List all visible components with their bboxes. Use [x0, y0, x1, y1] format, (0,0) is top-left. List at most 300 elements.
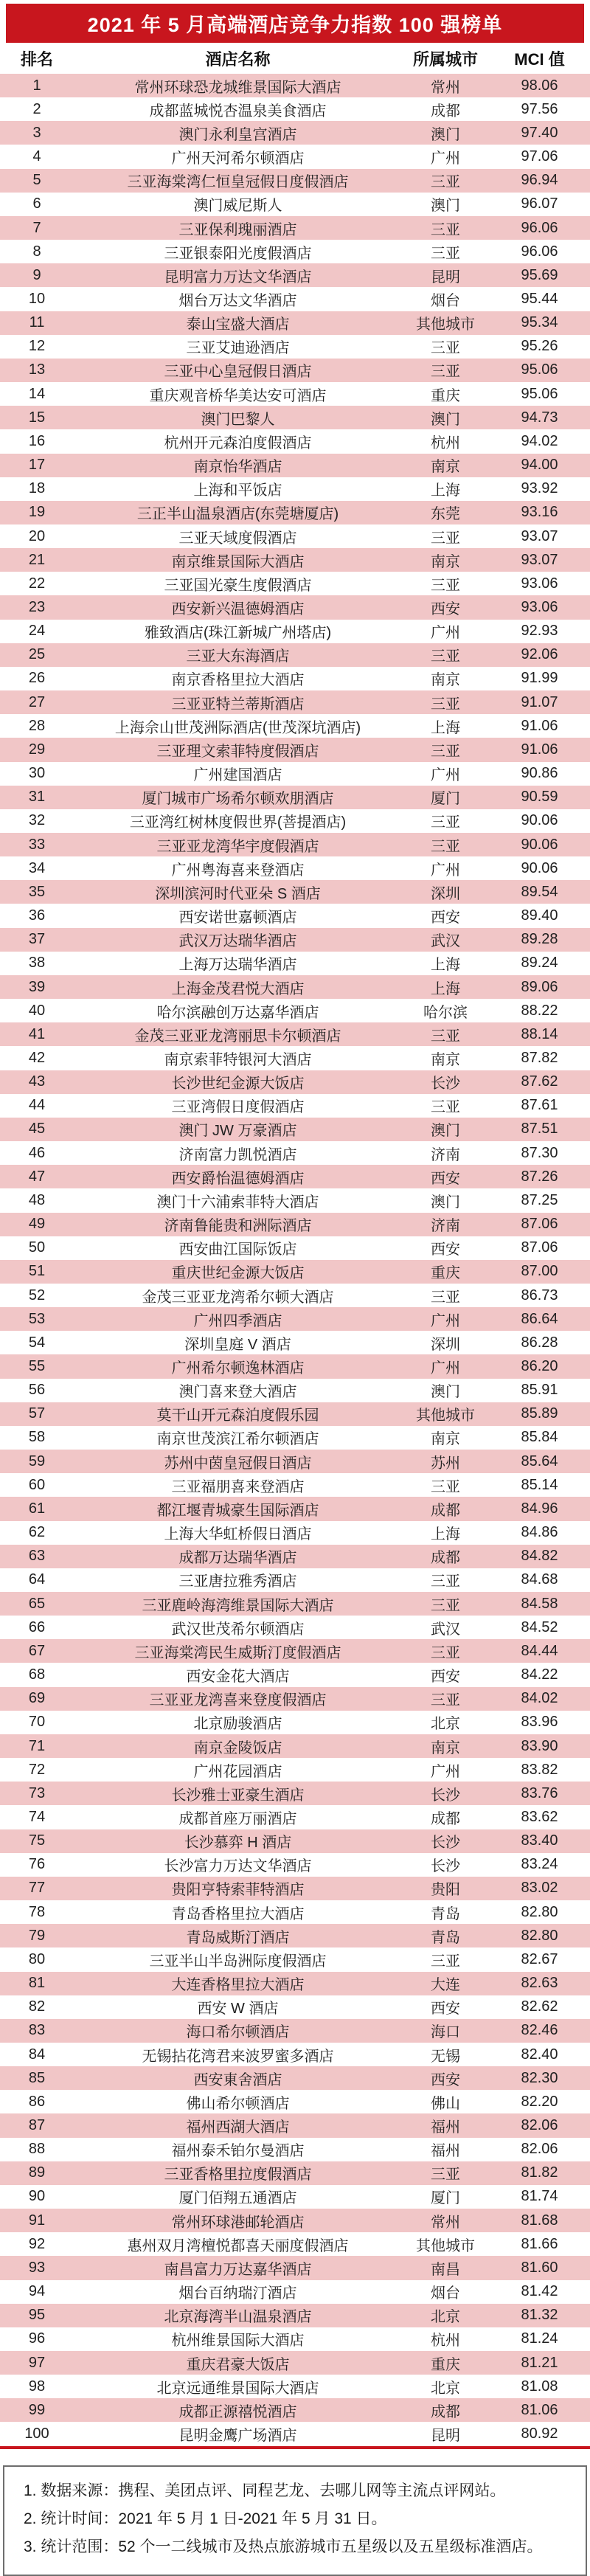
mci-value-cell: 84.96 [521, 1500, 558, 1517]
city-cell: 广州 [431, 1312, 460, 1329]
mci-value-cell: 81.21 [521, 2354, 558, 2371]
mci-value-cell: 93.07 [521, 551, 558, 568]
rank-cell: 52 [28, 1287, 46, 1303]
table-row [0, 1165, 590, 1188]
mci-value-cell: 85.89 [521, 1405, 558, 1422]
table-row [0, 1545, 590, 1568]
table-row [0, 1022, 590, 1046]
hotel-name-cell: 福州西湖大酒店 [186, 2119, 290, 2136]
rank-cell: 36 [28, 907, 46, 924]
table-row [0, 1307, 590, 1331]
table-row [0, 169, 590, 193]
hotel-name-cell: 雅致酒店(珠江新城广州塔店) [144, 625, 332, 642]
table-row [0, 2043, 590, 2066]
hotel-name-cell: 澳门永利皇宫酒店 [178, 126, 297, 143]
rank-cell: 41 [28, 1025, 46, 1042]
hotel-name-cell: 常州环球港邮轮酒店 [171, 2214, 305, 2231]
title-banner [6, 4, 584, 43]
city-cell: 西安 [431, 2001, 460, 2018]
table-row [0, 2161, 590, 2185]
city-cell: 济南 [431, 1146, 460, 1163]
city-cell: 常州 [431, 79, 460, 96]
hotel-name-cell: 烟台万达文华酒店 [178, 292, 297, 309]
table-row [0, 1236, 590, 1260]
hotel-name-cell: 西安诺世嘉顿酒店 [178, 910, 297, 927]
city-cell: 烟台 [431, 292, 460, 309]
rank-cell: 25 [28, 646, 46, 663]
mci-value-cell: 84.52 [521, 1618, 558, 1635]
rank-cell: 17 [28, 457, 46, 474]
mci-value-cell: 85.84 [521, 1429, 558, 1446]
table-row [0, 2375, 590, 2398]
rank-cell: 22 [28, 575, 46, 592]
mci-value-cell: 81.06 [521, 2401, 558, 2418]
rank-cell: 9 [32, 266, 41, 283]
hotel-name-cell: 三亚海棠湾仁恒皇冠假日度假酒店 [127, 174, 349, 191]
hotel-name-cell: 南京金陵饭店 [193, 1739, 282, 1756]
hotel-name-cell: 三亚福朋喜来登酒店 [171, 1478, 305, 1495]
hotel-name-cell: 成都首座万丽酒店 [178, 1810, 297, 1827]
mci-value-cell: 87.30 [521, 1144, 558, 1161]
rank-cell: 29 [28, 741, 46, 758]
mci-value-cell: 95.26 [521, 338, 558, 355]
rank-cell: 92 [28, 2235, 46, 2252]
hotel-name-cell: 广州花园酒店 [193, 1763, 282, 1780]
city-cell: 三亚 [431, 1692, 460, 1709]
table-row [0, 856, 590, 880]
rank-cell: 70 [28, 1714, 46, 1731]
mci-value-cell: 88.14 [521, 1025, 558, 1042]
hotel-name-cell: 上海大华虹桥假日酒店 [164, 1526, 312, 1543]
rank-cell: 2 [32, 100, 41, 117]
table-body [0, 74, 590, 2446]
rank-cell: 13 [28, 361, 46, 378]
table-row [0, 1188, 590, 1212]
hotel-name-cell: 西安東舍酒店 [193, 2071, 282, 2088]
hotel-name-cell: 惠州双月湾檀悦都喜天丽度假酒店 [127, 2237, 349, 2254]
mci-value-cell: 82.62 [521, 1998, 558, 2015]
city-cell: 广州 [431, 1763, 460, 1780]
mci-value-cell: 84.86 [521, 1524, 558, 1541]
hotel-name-cell: 泰山宝盛大酒店 [186, 316, 290, 333]
mci-value-cell: 93.06 [521, 599, 558, 616]
city-cell: 重庆 [431, 2356, 460, 2373]
hotel-name-cell: 杭州开元森泊度假酒店 [164, 434, 312, 451]
table-row [0, 287, 590, 311]
rank-cell: 60 [28, 1476, 46, 1493]
table-row [0, 477, 590, 501]
table-row [0, 2280, 590, 2304]
table-row [0, 1331, 590, 1354]
hotel-name-cell: 北京励骏酒店 [193, 1716, 282, 1733]
mci-value-cell: 94.73 [521, 409, 558, 426]
table-row [0, 762, 590, 786]
mci-value-cell: 80.92 [521, 2426, 558, 2442]
table-row [0, 429, 590, 453]
city-cell: 三亚 [431, 340, 460, 357]
table-row [0, 2351, 590, 2375]
table-row [0, 359, 590, 382]
rank-cell: 34 [28, 859, 46, 876]
rank-cell: 32 [28, 812, 46, 829]
mci-value-cell: 95.44 [521, 290, 558, 307]
city-cell: 长沙 [431, 1835, 460, 1852]
hotel-name-cell: 昆明金鹰广场酒店 [178, 2428, 297, 2445]
table-row [0, 501, 590, 524]
table-row [0, 928, 590, 952]
hotel-name-cell: 三亚天域度假酒店 [178, 530, 297, 547]
rank-cell: 100 [24, 2426, 49, 2442]
table-row [0, 975, 590, 999]
table-row [0, 738, 590, 761]
city-cell: 南京 [431, 1739, 460, 1756]
rank-cell: 61 [28, 1500, 46, 1517]
city-cell: 三亚 [431, 648, 460, 665]
city-cell: 济南 [431, 1218, 460, 1235]
city-cell: 三亚 [431, 1099, 460, 1116]
mci-value-cell: 81.32 [521, 2307, 558, 2324]
hotel-name-cell: 济南富力凯悦酒店 [178, 1146, 297, 1163]
hotel-name-cell: 澳门 JW 万豪酒店 [178, 1123, 297, 1140]
hotel-name-cell: 苏州中茵皇冠假日酒店 [164, 1455, 312, 1472]
mci-value-cell: 83.90 [521, 1737, 558, 1754]
city-cell: 南京 [431, 553, 460, 570]
city-cell: 烟台 [431, 2285, 460, 2302]
city-cell: 三亚 [431, 577, 460, 594]
city-cell: 三亚 [431, 174, 460, 191]
mci-value-cell: 83.76 [521, 1784, 558, 1801]
rank-cell: 79 [28, 1927, 46, 1944]
rank-cell: 76 [28, 1856, 46, 1873]
city-cell: 福州 [431, 2143, 460, 2160]
table-row [0, 1853, 590, 1877]
table-row [0, 1260, 590, 1284]
table-row [0, 2398, 590, 2422]
rank-cell: 87 [28, 2117, 46, 2134]
rank-cell: 83 [28, 2022, 46, 2039]
table-row [0, 524, 590, 548]
table-row [0, 1213, 590, 1236]
rank-cell: 66 [28, 1618, 46, 1635]
city-cell: 上海 [431, 719, 460, 736]
rank-cell: 3 [32, 124, 41, 141]
city-cell: 三亚 [431, 1289, 460, 1306]
city-cell: 三亚 [431, 1028, 460, 1045]
table-row [0, 690, 590, 714]
mci-value-cell: 89.24 [521, 955, 558, 972]
hotel-name-cell: 上海万达瑞华酒店 [178, 957, 297, 974]
rank-cell: 38 [28, 955, 46, 972]
mci-value-cell: 97.56 [521, 100, 558, 117]
hotel-name-cell: 广州粤海喜来登酒店 [171, 862, 305, 879]
table-row [0, 1758, 590, 1782]
table-row [0, 2090, 590, 2113]
city-cell: 三亚 [431, 221, 460, 238]
rank-cell: 77 [28, 1880, 46, 1897]
hotel-ranking-table [0, 43, 590, 2446]
table-header [0, 43, 590, 74]
hotel-name-cell: 贵阳亨特索菲特酒店 [171, 1882, 305, 1899]
city-cell: 三亚 [431, 814, 460, 831]
city-cell: 哈尔滨 [423, 1004, 468, 1021]
rank-cell: 68 [28, 1666, 46, 1683]
rank-cell: 18 [28, 480, 46, 497]
hotel-name-cell: 长沙富力万达文华酒店 [164, 1858, 312, 1875]
rank-cell: 42 [28, 1049, 46, 1066]
city-cell: 三亚 [431, 1953, 460, 1970]
mci-value-cell: 81.68 [521, 2212, 558, 2229]
table-row [0, 240, 590, 263]
rank-cell: 49 [28, 1216, 46, 1233]
mci-value-cell: 81.74 [521, 2188, 558, 2205]
table-row [0, 1497, 590, 1520]
rank-cell: 19 [28, 504, 46, 521]
table-row [0, 335, 590, 359]
city-cell: 三亚 [431, 696, 460, 713]
rank-cell: 21 [28, 551, 46, 568]
hotel-name-cell: 澳门巴黎人 [201, 411, 275, 428]
hotel-name-cell: 常州环球恐龙城维景国际大酒店 [134, 79, 341, 96]
mci-value-cell: 86.20 [521, 1358, 558, 1375]
mci-value-cell: 87.61 [521, 1097, 558, 1114]
table-row [0, 904, 590, 927]
mci-value-cell: 98.06 [521, 77, 558, 94]
mci-value-cell: 84.58 [521, 1595, 558, 1612]
mci-value-cell: 82.06 [521, 2141, 558, 2158]
table-row [0, 454, 590, 477]
rank-cell: 99 [28, 2401, 46, 2418]
hotel-name-cell: 长沙世纪金源大饭店 [171, 1076, 305, 1093]
city-cell: 北京 [431, 1716, 460, 1733]
table-row [0, 1354, 590, 1378]
city-cell: 广州 [431, 862, 460, 879]
table-row [0, 1734, 590, 1758]
mci-value-cell: 83.02 [521, 1880, 558, 1897]
table-row [0, 1118, 590, 1141]
hotel-name-cell: 澳门十六浦索菲特大酒店 [156, 1194, 319, 1211]
city-cell: 苏州 [431, 1455, 460, 1472]
rank-cell: 4 [32, 148, 41, 165]
city-cell: 武汉 [431, 933, 460, 950]
hotel-name-cell: 佛山希尔顿酒店 [186, 2095, 290, 2112]
rank-cell: 53 [28, 1310, 46, 1327]
mci-value-cell: 94.00 [521, 457, 558, 474]
mci-value-cell: 83.82 [521, 1761, 558, 1778]
rank-cell: 71 [28, 1737, 46, 1754]
hotel-name-cell: 南京怡华酒店 [193, 459, 282, 476]
mci-value-cell: 82.20 [521, 2093, 558, 2110]
mci-value-cell: 84.44 [521, 1642, 558, 1659]
mci-value-cell: 89.28 [521, 931, 558, 948]
city-cell: 西安 [431, 1170, 460, 1187]
city-cell: 成都 [431, 1550, 460, 1567]
table-row [0, 2422, 590, 2445]
mci-value-cell: 81.66 [521, 2235, 558, 2252]
hotel-name-cell: 广州天河希尔顿酒店 [171, 150, 305, 167]
hotel-name-cell: 三亚大东海酒店 [186, 648, 290, 665]
mci-value-cell: 87.06 [521, 1239, 558, 1256]
city-cell: 海口 [431, 2024, 460, 2041]
city-cell: 其他城市 [416, 2237, 475, 2254]
city-cell: 广州 [431, 767, 460, 784]
city-cell: 其他城市 [416, 316, 475, 333]
table-row [0, 2232, 590, 2256]
rank-cell: 6 [32, 195, 41, 212]
city-cell: 长沙 [431, 1858, 460, 1875]
mci-value-cell: 85.64 [521, 1453, 558, 1469]
hotel-name-cell: 成都正源禧悦酒店 [178, 2403, 297, 2420]
mci-value-cell: 90.06 [521, 836, 558, 853]
city-cell: 三亚 [431, 1644, 460, 1661]
city-cell: 上海 [431, 1526, 460, 1543]
mci-value-cell: 94.02 [521, 432, 558, 449]
rank-cell: 88 [28, 2141, 46, 2158]
hotel-name-cell: 三亚亚龙湾华宇度假酒店 [156, 838, 319, 855]
rank-cell: 47 [28, 1168, 46, 1185]
city-cell: 三亚 [431, 838, 460, 855]
mci-value-cell: 89.06 [521, 978, 558, 995]
hotel-name-cell: 杭州维景国际大酒店 [171, 2333, 305, 2350]
mci-value-cell: 97.06 [521, 148, 558, 165]
mci-value-cell: 90.59 [521, 789, 558, 806]
rank-cell: 54 [28, 1334, 46, 1351]
mci-value-cell: 81.82 [521, 2164, 558, 2181]
hotel-name-cell: 三亚保利瑰丽酒店 [178, 221, 297, 238]
rank-cell: 73 [28, 1784, 46, 1801]
hotel-name-cell: 三亚湾红树林度假世界(菩提酒店) [129, 814, 347, 831]
city-cell: 南京 [431, 1051, 460, 1068]
mci-value-cell: 84.82 [521, 1548, 558, 1565]
red-divider-line [0, 2446, 590, 2449]
hotel-name-cell: 三正半山温泉酒店(东莞塘厦店) [136, 506, 339, 523]
rank-cell: 12 [28, 338, 46, 355]
rank-cell: 69 [28, 1690, 46, 1707]
mci-value-cell: 89.54 [521, 883, 558, 900]
table-row [0, 1473, 590, 1497]
table-row [0, 1379, 590, 1402]
rank-cell: 51 [28, 1263, 46, 1280]
table-row [0, 2019, 590, 2043]
hotel-name-cell: 厦门城市广场希尔顿欢朋酒店 [142, 791, 334, 808]
city-cell: 深圳 [431, 1336, 460, 1353]
city-cell: 三亚 [431, 245, 460, 262]
mci-value-cell: 95.06 [521, 385, 558, 402]
rank-cell: 31 [28, 789, 46, 806]
footnote-time-range: 2. 统计时间：2021 年 5 月 1 日-2021 年 5 月 31 日。 [24, 2510, 387, 2527]
city-cell: 深圳 [431, 885, 460, 902]
mci-value-cell: 81.24 [521, 2330, 558, 2347]
rank-cell: 37 [28, 931, 46, 948]
city-cell: 澳门 [431, 1384, 460, 1401]
hotel-name-cell: 三亚鹿岭海湾维景国际大酒店 [142, 1597, 334, 1614]
mci-value-cell: 92.06 [521, 646, 558, 663]
rank-cell: 24 [28, 623, 46, 640]
hotel-name-cell: 广州四季酒店 [193, 1312, 282, 1329]
hotel-name-cell: 西安金花大酒店 [186, 1669, 290, 1686]
city-cell: 重庆 [431, 1265, 460, 1282]
rank-cell: 48 [28, 1191, 46, 1208]
footnotes-box [3, 2465, 587, 2576]
city-cell: 北京 [431, 2309, 460, 2326]
hotel-name-cell: 大连香格里拉大酒店 [171, 1977, 305, 1994]
mci-value-cell: 86.64 [521, 1310, 558, 1327]
city-cell: 澳门 [431, 411, 460, 428]
rank-cell: 1 [32, 77, 41, 94]
hotel-name-cell: 南京维景国际大酒店 [171, 553, 305, 570]
mci-value-cell: 81.42 [521, 2283, 558, 2300]
city-cell: 三亚 [431, 1573, 460, 1590]
hotel-name-cell: 无锡拈花湾君来波罗蜜多酒店 [142, 2048, 334, 2065]
table-row [0, 1521, 590, 1545]
rank-cell: 85 [28, 2069, 46, 2086]
mci-value-cell: 93.07 [521, 527, 558, 544]
rank-cell: 65 [28, 1595, 46, 1612]
hotel-name-cell: 深圳滨河时代亚朵 S 酒店 [155, 885, 321, 902]
rank-cell: 64 [28, 1571, 46, 1588]
city-cell: 成都 [431, 2403, 460, 2420]
rank-cell: 96 [28, 2330, 46, 2347]
hotel-name-cell: 重庆君豪大饭店 [186, 2356, 290, 2373]
table-row [0, 1947, 590, 1971]
mci-value-cell: 96.07 [521, 195, 558, 212]
hotel-name-cell: 成都蓝城悦杏温泉美食酒店 [149, 103, 327, 120]
mci-value-cell: 83.96 [521, 1714, 558, 1731]
footnote-scope: 3. 统计范围：52 个一二线城市及热点旅游城市五星级以及五星级标准酒店。 [24, 2538, 543, 2555]
table-row [0, 2209, 590, 2232]
table-row [0, 74, 590, 97]
hotel-name-cell: 长沙慕弈 H 酒店 [184, 1835, 292, 1852]
city-cell: 成都 [431, 1810, 460, 1827]
hotel-name-cell: 长沙雅士亚豪生酒店 [171, 1787, 305, 1804]
hotel-name-cell: 海口希尔顿酒店 [186, 2024, 290, 2041]
city-cell: 武汉 [431, 1621, 460, 1638]
table-row [0, 1687, 590, 1711]
header-city: 所属城市 [402, 43, 489, 74]
rank-cell: 15 [28, 409, 46, 426]
rank-cell: 98 [28, 2378, 46, 2395]
city-cell: 上海 [431, 482, 460, 499]
table-row [0, 1663, 590, 1686]
hotel-name-cell: 澳门喜来登大酒店 [178, 1384, 297, 1401]
city-cell: 青岛 [431, 1929, 460, 1946]
hotel-name-cell: 重庆观音桥华美达安可酒店 [149, 387, 327, 404]
table-row [0, 1711, 590, 1734]
mci-value-cell: 95.06 [521, 361, 558, 378]
hotel-name-cell: 南京世茂滨江希尔顿酒店 [156, 1431, 319, 1448]
city-cell: 南京 [431, 1431, 460, 1448]
city-cell: 广州 [431, 150, 460, 167]
table-row [0, 193, 590, 216]
rank-cell: 90 [28, 2188, 46, 2205]
mci-value-cell: 85.91 [521, 1382, 558, 1399]
city-cell: 常州 [431, 2214, 460, 2231]
city-cell: 杭州 [431, 2333, 460, 2350]
hotel-name-cell: 西安爵怡温德姆酒店 [171, 1170, 305, 1187]
city-cell: 三亚 [431, 1478, 460, 1495]
header-mci: MCI 值 [489, 43, 590, 74]
city-cell: 上海 [431, 980, 460, 997]
table-row [0, 548, 590, 572]
city-cell: 西安 [431, 910, 460, 927]
mci-value-cell: 89.40 [521, 907, 558, 924]
hotel-name-cell: 三亚唐拉雅秀酒店 [178, 1573, 297, 1590]
mci-value-cell: 82.63 [521, 1975, 558, 1992]
city-cell: 福州 [431, 2119, 460, 2136]
table-row [0, 2113, 590, 2137]
mci-value-cell: 93.06 [521, 575, 558, 592]
mci-value-cell: 97.40 [521, 124, 558, 141]
rank-cell: 10 [28, 290, 46, 307]
